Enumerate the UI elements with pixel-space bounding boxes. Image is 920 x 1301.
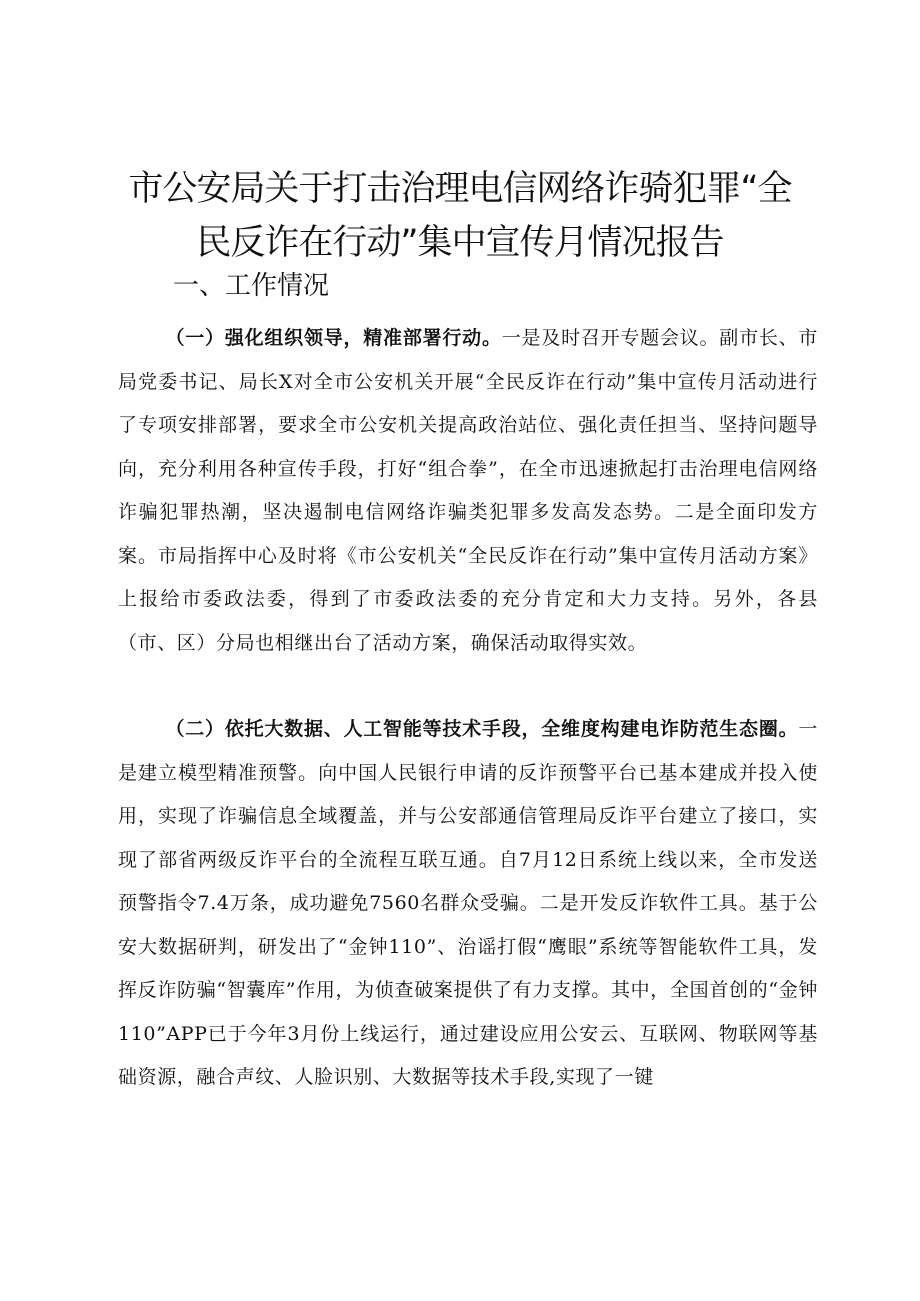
title-line-1: 市公安局关于打击治理电信网络诈骑犯罪“全 (128, 169, 792, 209)
paragraph-2-body: 一是建立模型精准预警。向中国人民银行申请的反诈预警平台已基本建成并投入使用，实现了诈骗信息全域覆盖，并与公安部通信管理局反诈平台建立了接口，实现了部省两级反诈平台的全流程互联互通。自7月12日系统上线以来，全市发送预警指令7.4万条，成功避免7560名群众受骗。二是开发反诈软件工具。基于公安大数据研判，研发出了“金钟110”、治谣打假“鹰眼”系统等智能软件工具，发挥反诈防骗“智囊库”作用，为侦查破案提供了有力支撑。其中，全国首创的“金钟110”APP已于今年3月份上线运行，通过建设应用公安云、互联网、物联网等基础资源，融合声纹、人脸识别、大数据等技术手段,实现了一键 (118, 718, 818, 1088)
document-title (110, 162, 810, 270)
paragraph-2 (118, 708, 818, 1100)
paragraph-1 (118, 317, 818, 665)
section-heading: 一、工作情况 (173, 271, 330, 301)
paragraph-1-body: 一是及时召开专题会议。副市长、市局党委书记、局长X对全市公安机关开展“全民反诈在行动”集中宣传月活动进行了专项安排部署，要求全市公安机关提高政治站位、强化责任担当、坚持问题导向，充分利用各种宣传手段，打好“组合拳”，在全市迅速掀起打击治理电信网络诈骗犯罪热潮，坚决遏制电信网络诈骗类犯罪多发高发态势。二是全面印发方案。市局指挥中心及时将《市公安机关“全民反诈在行动”集中宣传月活动方案》上报给市委政法委，得到了市委政法委的充分肯定和大力支持。另外，各县（市、区）分局也相继出台了活动方案，确保活动取得实效。 (118, 327, 819, 654)
title-line-2: 民反诈在行动”集中宣传月情况报告 (196, 223, 724, 263)
paragraph-1-lead: （一）强化组织领导，精准部署行动。 (165, 327, 502, 349)
paragraph-2-lead: （二）依托大数据、人工智能等技术手段，全维度构建电诈防范生态圈。 (165, 718, 799, 740)
